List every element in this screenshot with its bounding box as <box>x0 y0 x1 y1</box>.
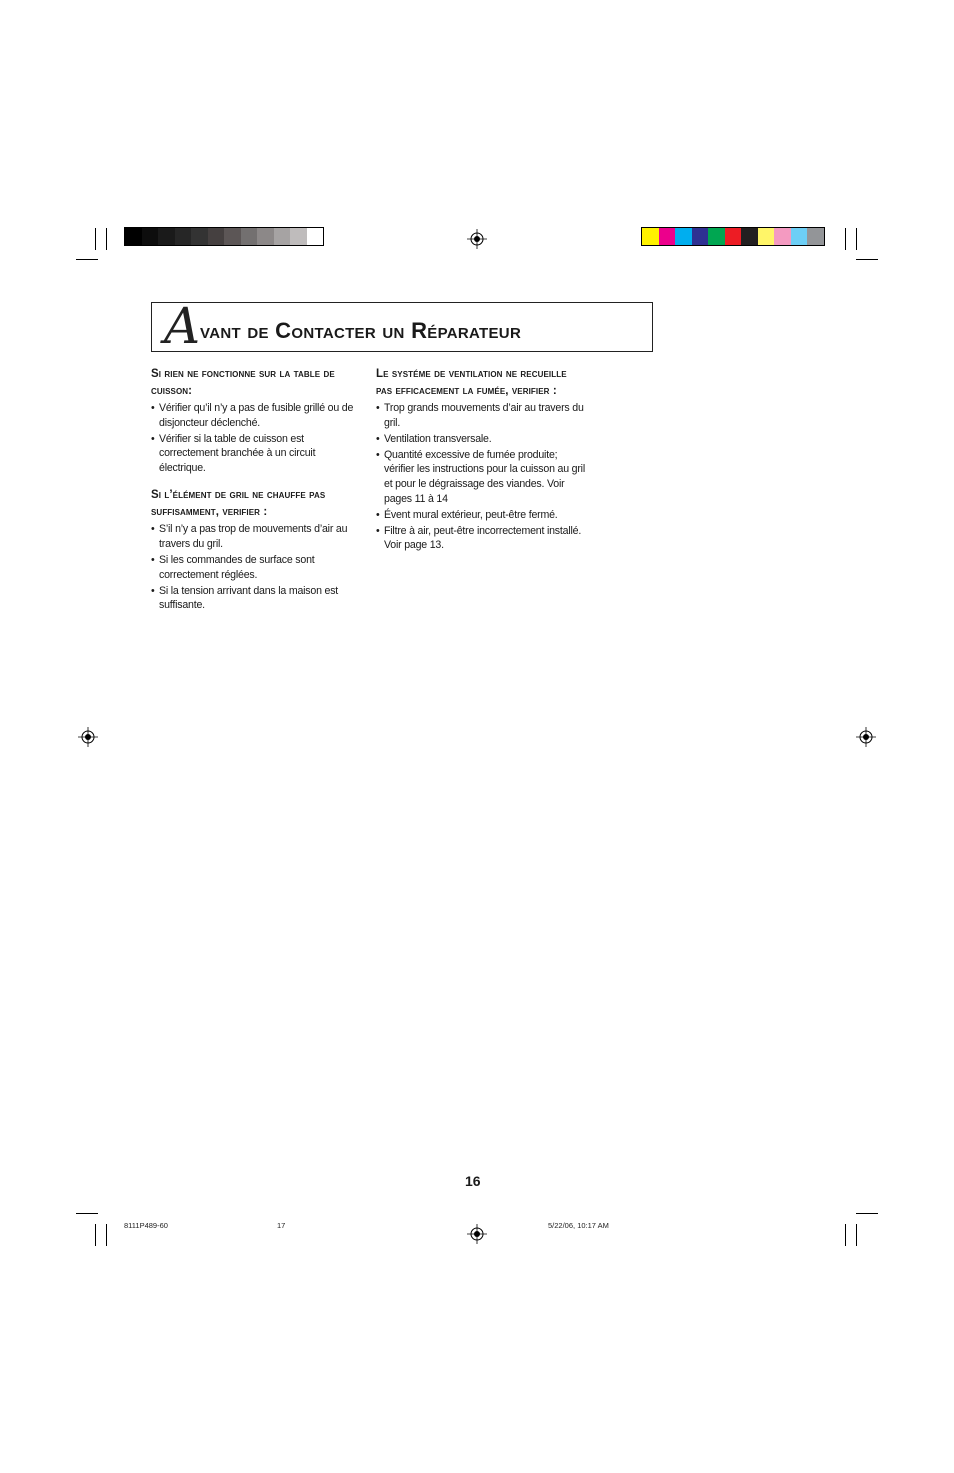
color-swatch <box>175 228 192 245</box>
page-title-box <box>151 297 653 355</box>
list-item: • Quantité excessive de fumée produite; vérifier les instructions pour la cuisson au gril et pour le dégraissage des viandes. Voir pages 11 à 14 <box>376 448 586 506</box>
list-item: • Filtre à air, peut-être incorrectement installé. Voir page 13. <box>376 524 586 553</box>
list-item: • Ventilation transversale. <box>376 432 586 447</box>
crop-mark <box>856 228 857 250</box>
left-column <box>151 366 361 615</box>
color-swatch <box>158 228 175 245</box>
section-heading: Si l’élément de gril ne chauffe pas suffisamment, verifier : <box>151 489 326 519</box>
color-swatch-bar <box>641 227 825 246</box>
slug-date: 5/22/06, 10:17 AM <box>548 1221 609 1230</box>
registration-mark-icon <box>856 727 876 747</box>
color-swatch <box>692 228 709 245</box>
color-swatch <box>791 228 808 245</box>
crop-mark <box>856 1224 857 1246</box>
registration-mark-icon <box>467 229 487 249</box>
crop-mark <box>106 1224 107 1246</box>
color-swatch <box>675 228 692 245</box>
color-swatch <box>708 228 725 245</box>
color-swatch <box>191 228 208 245</box>
color-swatch <box>274 228 291 245</box>
slug-page: 17 <box>277 1221 286 1230</box>
color-swatch <box>642 228 659 245</box>
list-item: • Si les commandes de surface sont correctement réglées. <box>151 553 361 582</box>
slug-job: 8111P489-60 <box>124 1221 168 1230</box>
list-item: • Trop grands mouvements d’air au travers du gril. <box>376 401 586 430</box>
color-swatch <box>290 228 307 245</box>
color-swatch <box>142 228 159 245</box>
color-swatch <box>208 228 225 245</box>
section-heading: Si rien ne fonctionne sur la table de cuisson: <box>151 368 335 397</box>
list-item: • Si la tension arrivant dans la maison est suffisante. <box>151 584 361 613</box>
gray-swatch-bar <box>124 227 324 246</box>
registration-mark-icon <box>467 1224 487 1244</box>
title-initial: A <box>164 297 201 355</box>
color-swatch <box>257 228 274 245</box>
bullet-list <box>151 522 361 613</box>
list-item: • Vérifier si la table de cuisson est correctement branchée à un circuit électrique. <box>151 432 361 476</box>
bullet-list <box>376 401 586 553</box>
color-swatch <box>659 228 676 245</box>
page-title: vant de Contacter un Réparateur <box>200 318 522 343</box>
color-swatch <box>125 228 142 245</box>
crop-mark <box>856 1213 878 1214</box>
crop-mark <box>845 228 846 250</box>
list-item: • Vérifier qu’il n’y a pas de fusible grillé ou de disjoncteur déclenché. <box>151 401 361 430</box>
color-swatch <box>725 228 742 245</box>
bullet-list <box>151 401 361 475</box>
crop-mark <box>76 1213 98 1214</box>
section-heading: Le systéme de ventilation ne recueille pas efficacement la fumée, verifier : <box>376 368 567 397</box>
right-column <box>376 366 586 554</box>
page-number: 16 <box>465 1173 481 1189</box>
list-item: • Évent mural extérieur, peut-être fermé. <box>376 508 586 523</box>
crop-mark <box>106 228 107 250</box>
color-swatch <box>307 228 324 245</box>
registration-mark-icon <box>78 727 98 747</box>
color-swatch <box>807 228 824 245</box>
crop-mark <box>856 259 878 260</box>
list-item: • S’il n’y a pas trop de mouvements d’air au travers du gril. <box>151 522 361 551</box>
color-swatch <box>774 228 791 245</box>
color-swatch <box>758 228 775 245</box>
crop-mark <box>95 1224 96 1246</box>
color-swatch <box>241 228 258 245</box>
crop-mark <box>76 259 98 260</box>
color-swatch <box>741 228 758 245</box>
color-swatch <box>224 228 241 245</box>
crop-mark <box>845 1224 846 1246</box>
crop-mark <box>95 228 96 250</box>
